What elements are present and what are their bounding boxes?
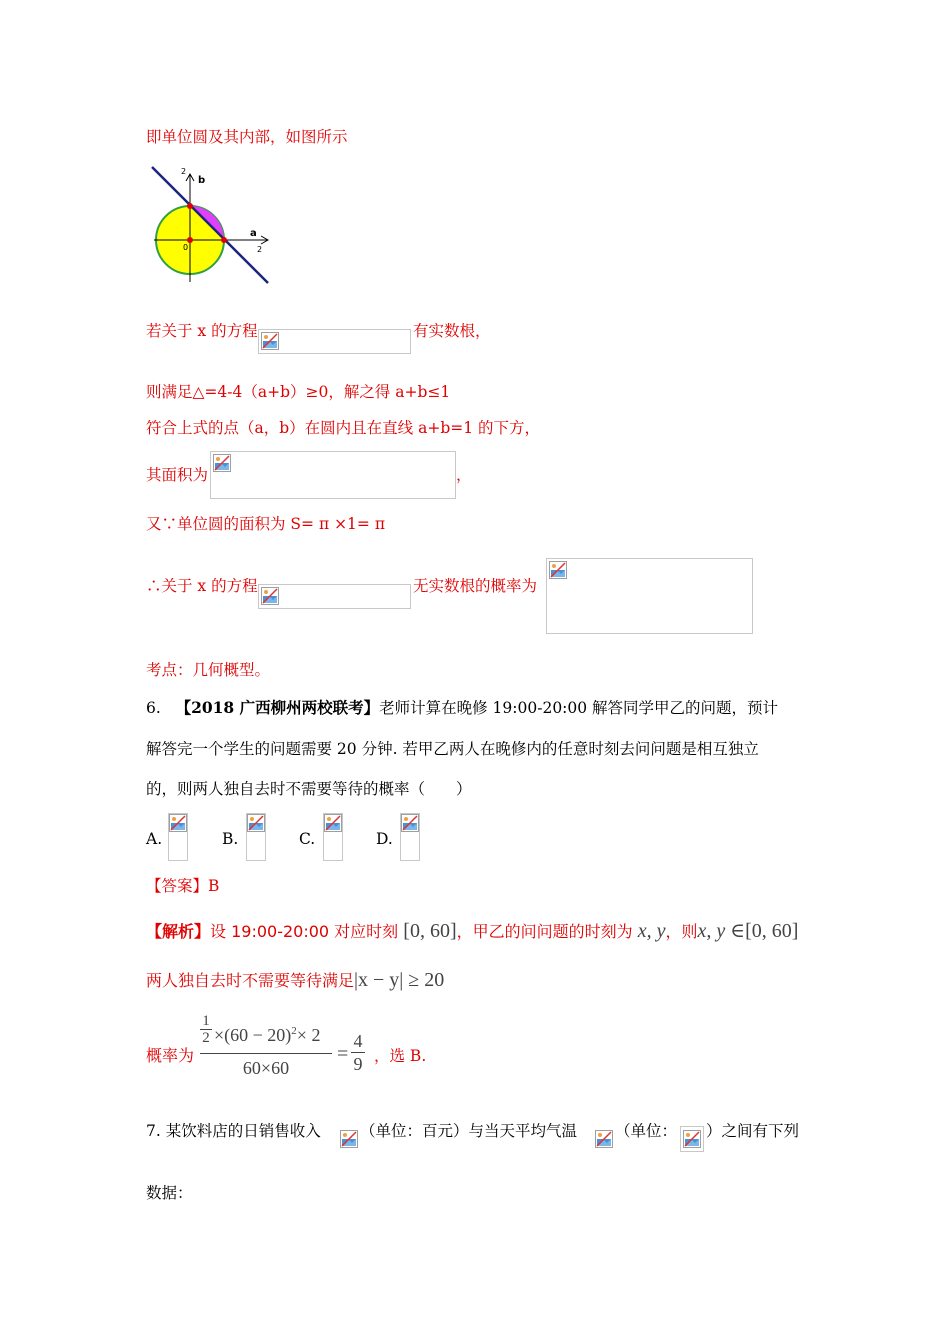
conclusion-mid: 无实数根的概率为 <box>413 577 538 595</box>
broken-image-icon <box>324 814 342 832</box>
q6-source: 【2018 广西柳州两校联考】 <box>175 698 380 717</box>
broken-image-icon <box>340 1130 358 1148</box>
graph-label-b: b <box>198 175 206 186</box>
option-c-label: C. <box>299 830 316 848</box>
q6-line2: 解答完一个学生的问题需要 20 分钟. 若甲乙两人在晚修内的任意时刻去问问题是相互独立 <box>146 740 759 758</box>
broken-image-icon <box>549 561 567 579</box>
q6-text1: 老师计算在晚修 19:00-20:00 解答同学甲乙的问题，预计 <box>379 699 779 717</box>
analysis-2: 两人独自去时不需要等待满足 <box>146 971 355 990</box>
conclusion-equation-image <box>258 584 411 609</box>
fraction <box>200 1013 332 1079</box>
q7-text1b: （单位：百元）与当天平均气温 <box>360 1122 578 1140</box>
broken-image-icon <box>595 1130 613 1148</box>
result-num: 4 <box>353 1031 363 1051</box>
equation-image <box>258 329 411 354</box>
unit-circle-graph <box>150 162 275 287</box>
equals-sign: = <box>337 1043 349 1065</box>
q7-text1c: （单位： <box>615 1122 678 1140</box>
q7-text2: 数据： <box>146 1184 193 1202</box>
numerator-expr <box>214 1025 320 1046</box>
broken-image-icon <box>261 587 279 605</box>
answer-line: 【答案】B <box>146 877 220 895</box>
broken-image-icon <box>261 332 279 350</box>
q7-y-image <box>340 1130 358 1148</box>
analysis-label: 【解析】 <box>146 922 211 941</box>
conclusion-pre: ∴关于 x 的方程 <box>146 577 258 595</box>
xy-in-math: x, y ∈ <box>697 920 746 942</box>
numerator-exp: 2 <box>291 1025 297 1037</box>
circle-area-line: 又∵单位圆的面积为 S= π ×1= π <box>146 515 386 533</box>
probability-label: 概率为 <box>146 1046 195 1065</box>
q6-line1 <box>146 698 778 718</box>
broken-image-icon <box>213 454 231 472</box>
abs-math: |x − y| ≥ 20 <box>354 969 445 991</box>
area-image <box>210 451 456 499</box>
half-den: 2 <box>200 1029 212 1046</box>
interval-math: [0, 60] <box>403 920 457 942</box>
interval-math-2: [0, 60] <box>745 920 799 942</box>
option-b-image <box>246 813 266 861</box>
graph-tick-2-top: 2 <box>181 167 187 176</box>
fraction-numerator <box>200 1013 332 1053</box>
equation-post: 有实数根， <box>413 322 491 340</box>
intro-line: 即单位圆及其内部，如图所示 <box>146 128 348 146</box>
area-comma: ， <box>456 466 472 484</box>
result-den: 9 <box>351 1052 365 1075</box>
result-fraction <box>351 1030 365 1075</box>
broken-image-icon <box>169 814 187 832</box>
q7-unit-image <box>680 1126 704 1152</box>
xy-math: x, y <box>637 920 666 942</box>
analysis-1c: ，则 <box>665 922 698 941</box>
option-d-label: D. <box>376 830 393 848</box>
analysis-line1 <box>146 921 798 942</box>
q6-line3: 的，则两人独自去时不需要等待的概率（ ） <box>146 780 472 798</box>
option-a-image <box>168 813 188 861</box>
option-d-image <box>400 813 420 861</box>
fraction-denominator: 60×60 <box>200 1053 332 1079</box>
broken-image-icon <box>247 814 265 832</box>
region-line: 符合上式的点（a，b）在圆内且在直线 a+b=1 的下方， <box>146 419 541 437</box>
graph-label-a: a <box>250 228 257 239</box>
conclusion: ，选 B. <box>374 1047 427 1065</box>
q7-text1d: ）之间有下列 <box>706 1122 800 1140</box>
area-label: 其面积为 <box>146 466 209 484</box>
analysis-line2 <box>146 970 444 991</box>
delta-line: 则满足△=4-4（a+b）≥0，解之得 a+b≤1 <box>146 383 451 401</box>
q7-x-image <box>595 1130 613 1148</box>
equation-pre: 若关于 x 的方程 <box>146 322 258 340</box>
topic-line: 考点：几何概型。 <box>146 661 271 679</box>
half-num: 1 <box>202 1013 210 1029</box>
probability-image <box>546 558 753 634</box>
graph-tick-2-right: 2 <box>257 245 263 254</box>
analysis-1b: ，甲乙的问问题的时刻为 <box>456 922 633 941</box>
broken-image-icon <box>683 1130 701 1148</box>
q7-text1a: 7. 某饮料店的日销售收入 <box>146 1122 321 1140</box>
option-c-image <box>323 813 343 861</box>
graph-origin: 0 <box>183 243 189 252</box>
broken-image-icon <box>401 814 419 832</box>
numerator-rest: ×(60 − 20) <box>214 1025 292 1045</box>
equation-line <box>146 321 258 341</box>
q6-number: 6. <box>146 699 161 717</box>
option-a-label: A. <box>146 830 163 848</box>
option-b-label: B. <box>222 830 239 848</box>
analysis-1a: 设 19:00-20:00 对应时刻 <box>210 922 399 941</box>
numerator-tail: × 2 <box>296 1025 321 1045</box>
